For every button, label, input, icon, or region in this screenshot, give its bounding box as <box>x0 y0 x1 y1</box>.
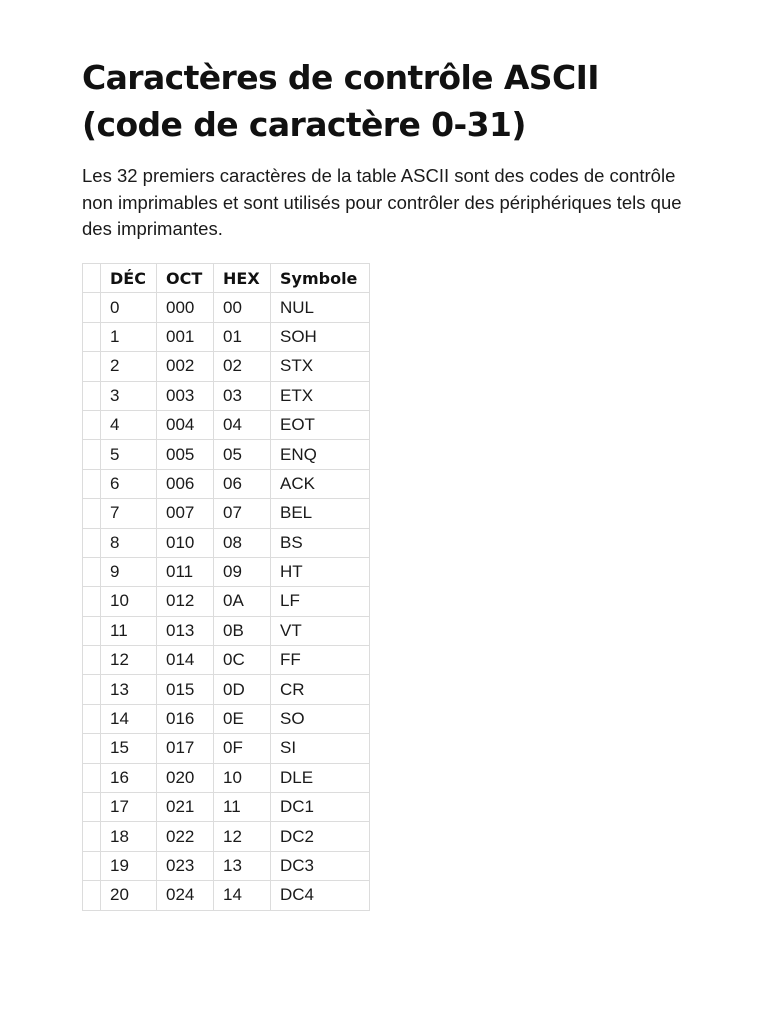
table-row <box>83 322 370 351</box>
table-header-dec: DÉC <box>101 264 157 293</box>
cell-symbol: LF <box>271 587 370 616</box>
row-index-cell <box>83 822 101 851</box>
cell-oct: 001 <box>157 322 214 351</box>
cell-dec: 13 <box>101 675 157 704</box>
row-index-cell <box>83 851 101 880</box>
cell-symbol: STX <box>271 352 370 381</box>
cell-hex: 05 <box>214 440 271 469</box>
cell-dec: 17 <box>101 793 157 822</box>
cell-hex: 01 <box>214 322 271 351</box>
row-index-cell <box>83 734 101 763</box>
cell-oct: 007 <box>157 499 214 528</box>
cell-dec: 12 <box>101 646 157 675</box>
table-row <box>83 616 370 645</box>
cell-symbol: HT <box>271 557 370 586</box>
cell-hex: 08 <box>214 528 271 557</box>
cell-hex: 04 <box>214 410 271 439</box>
document-page <box>82 54 702 243</box>
cell-symbol: NUL <box>271 293 370 322</box>
cell-oct: 010 <box>157 528 214 557</box>
cell-symbol: DC1 <box>271 793 370 822</box>
cell-dec: 20 <box>101 881 157 910</box>
row-index-cell <box>83 616 101 645</box>
cell-oct: 012 <box>157 587 214 616</box>
row-index-cell <box>83 381 101 410</box>
cell-dec: 1 <box>101 322 157 351</box>
cell-symbol: ETX <box>271 381 370 410</box>
table-row <box>83 352 370 381</box>
row-index-cell <box>83 322 101 351</box>
cell-hex: 0D <box>214 675 271 704</box>
table-row <box>83 675 370 704</box>
cell-symbol: EOT <box>271 410 370 439</box>
cell-hex: 12 <box>214 822 271 851</box>
cell-hex: 0F <box>214 734 271 763</box>
cell-dec: 18 <box>101 822 157 851</box>
cell-oct: 005 <box>157 440 214 469</box>
cell-hex: 0E <box>214 704 271 733</box>
cell-oct: 021 <box>157 793 214 822</box>
row-index-cell <box>83 352 101 381</box>
cell-oct: 002 <box>157 352 214 381</box>
table-row <box>83 881 370 910</box>
table-header-oct: OCT <box>157 264 214 293</box>
table-body <box>83 293 370 910</box>
table-row <box>83 469 370 498</box>
table-row <box>83 793 370 822</box>
cell-hex: 09 <box>214 557 271 586</box>
cell-dec: 11 <box>101 616 157 645</box>
cell-hex: 0B <box>214 616 271 645</box>
row-index-cell <box>83 410 101 439</box>
cell-oct: 011 <box>157 557 214 586</box>
table-row <box>83 440 370 469</box>
table-row <box>83 734 370 763</box>
cell-oct: 022 <box>157 822 214 851</box>
page-title: Caractères de contrôle ASCII (code de caractère 0-31) <box>82 58 599 144</box>
row-index-cell <box>83 675 101 704</box>
table-row <box>83 851 370 880</box>
intro-paragraph: Les 32 premiers caractères de la table ASCII sont des codes de contrôle non imprimables et sont utilisés pour contrôler des périphériques tels que des imprimantes. <box>82 165 682 239</box>
cell-dec: 3 <box>101 381 157 410</box>
cell-dec: 7 <box>101 499 157 528</box>
row-index-cell <box>83 557 101 586</box>
row-index-cell <box>83 763 101 792</box>
table-row <box>83 822 370 851</box>
cell-dec: 6 <box>101 469 157 498</box>
cell-symbol: DC3 <box>271 851 370 880</box>
cell-dec: 9 <box>101 557 157 586</box>
table-row <box>83 499 370 528</box>
cell-symbol: SOH <box>271 322 370 351</box>
row-index-cell <box>83 881 101 910</box>
cell-symbol: DLE <box>271 763 370 792</box>
cell-hex: 02 <box>214 352 271 381</box>
cell-oct: 000 <box>157 293 214 322</box>
cell-hex: 10 <box>214 763 271 792</box>
cell-hex: 14 <box>214 881 271 910</box>
cell-oct: 017 <box>157 734 214 763</box>
table-row <box>83 381 370 410</box>
cell-symbol: VT <box>271 616 370 645</box>
table-header-index <box>83 264 101 293</box>
cell-symbol: ACK <box>271 469 370 498</box>
cell-symbol: ENQ <box>271 440 370 469</box>
cell-hex: 11 <box>214 793 271 822</box>
cell-dec: 2 <box>101 352 157 381</box>
cell-symbol: CR <box>271 675 370 704</box>
ascii-control-table <box>82 263 370 911</box>
row-index-cell <box>83 469 101 498</box>
cell-oct: 013 <box>157 616 214 645</box>
cell-hex: 07 <box>214 499 271 528</box>
table-header-row <box>83 264 370 293</box>
cell-dec: 0 <box>101 293 157 322</box>
table-row <box>83 587 370 616</box>
cell-oct: 015 <box>157 675 214 704</box>
cell-hex: 06 <box>214 469 271 498</box>
cell-dec: 10 <box>101 587 157 616</box>
table-row <box>83 763 370 792</box>
table-row <box>83 528 370 557</box>
cell-oct: 024 <box>157 881 214 910</box>
table-row <box>83 646 370 675</box>
cell-oct: 004 <box>157 410 214 439</box>
cell-oct: 020 <box>157 763 214 792</box>
table-header-symbol: Symbole <box>271 264 370 293</box>
row-index-cell <box>83 704 101 733</box>
row-index-cell <box>83 528 101 557</box>
cell-oct: 023 <box>157 851 214 880</box>
table-row <box>83 557 370 586</box>
cell-hex: 00 <box>214 293 271 322</box>
row-index-cell <box>83 440 101 469</box>
table-row <box>83 704 370 733</box>
table-row <box>83 410 370 439</box>
row-index-cell <box>83 646 101 675</box>
cell-dec: 8 <box>101 528 157 557</box>
cell-oct: 006 <box>157 469 214 498</box>
cell-symbol: SO <box>271 704 370 733</box>
cell-oct: 016 <box>157 704 214 733</box>
cell-dec: 14 <box>101 704 157 733</box>
cell-symbol: FF <box>271 646 370 675</box>
cell-symbol: SI <box>271 734 370 763</box>
table-row <box>83 293 370 322</box>
cell-dec: 15 <box>101 734 157 763</box>
table-header-hex: HEX <box>214 264 271 293</box>
row-index-cell <box>83 499 101 528</box>
cell-hex: 13 <box>214 851 271 880</box>
cell-dec: 16 <box>101 763 157 792</box>
cell-dec: 5 <box>101 440 157 469</box>
cell-dec: 4 <box>101 410 157 439</box>
cell-symbol: BS <box>271 528 370 557</box>
cell-symbol: BEL <box>271 499 370 528</box>
cell-hex: 0C <box>214 646 271 675</box>
cell-oct: 003 <box>157 381 214 410</box>
cell-hex: 03 <box>214 381 271 410</box>
cell-hex: 0A <box>214 587 271 616</box>
row-index-cell <box>83 587 101 616</box>
cell-symbol: DC2 <box>271 822 370 851</box>
row-index-cell <box>83 793 101 822</box>
cell-dec: 19 <box>101 851 157 880</box>
row-index-cell <box>83 293 101 322</box>
cell-symbol: DC4 <box>271 881 370 910</box>
cell-oct: 014 <box>157 646 214 675</box>
